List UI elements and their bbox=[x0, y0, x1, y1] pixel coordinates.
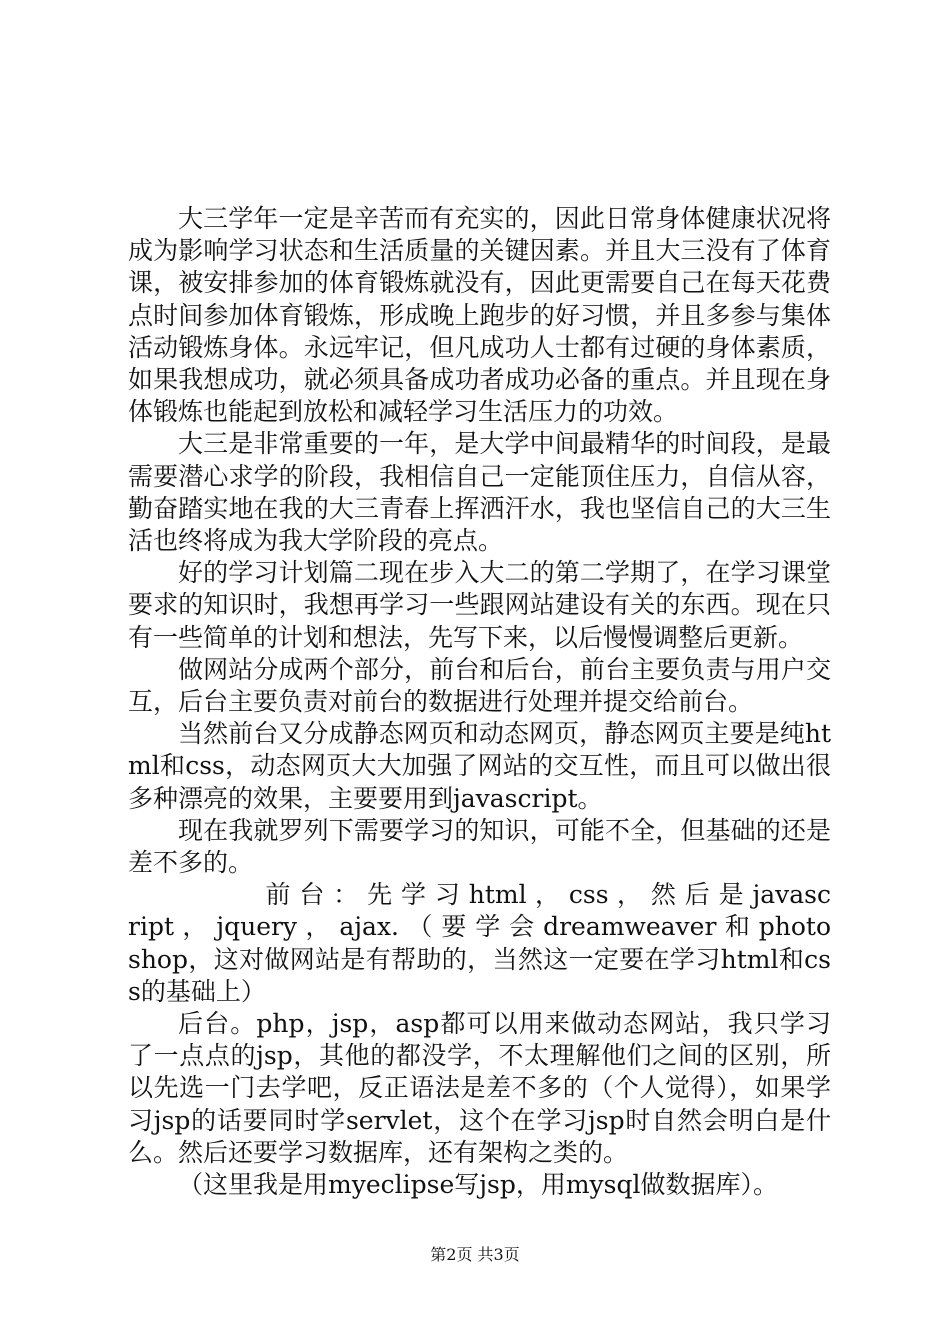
paragraph: 当然前台又分成静态网页和动态网页，静态网页主要是纯html和css，动态网页大大加强了网站的交互性，而且可以做出很多种漂亮的效果，主要要用到javascript。 bbox=[128, 719, 831, 813]
paragraph: 好的学习计划篇二现在步入大二的第二学期了，在学习课堂要求的知识时，我想再学习一些跟网站建设有关的东西。现在只有一些简单的计划和想法，先写下来，以后慢慢调整后更新。 bbox=[128, 558, 831, 652]
paragraph: 前 台 ： 先 学 习 html ， css ， 然 后 是 javascript ， jquery ， ajax. （ 要 学 会 dreamweaver 和 photoshop，这对做网站是有帮助的，当然这一定要在学习html和css的基础上） bbox=[128, 880, 831, 1006]
paragraph: 大三学年一定是辛苦而有充实的，因此日常身体健康状况将成为影响学习状态和生活质量的关键因素。并且大三没有了体育课，被安排参加的体育锻炼就没有，因此更需要自己在每天花费点时间参加体育锻炼，形成晚上跑步的好习惯，并且多参与集体活动锻炼身体。永远牢记，但凡成功人士都有过硬的身体素质，如果我想成功，就必须具备成功者成功必备的重点。并且现在身体锻炼也能起到放松和减轻学习生活压力的功效。 bbox=[128, 204, 831, 427]
paragraph: 做网站分成两个部分，前台和后台，前台主要负责与用户交互，后台主要负责对前台的数据进行处理并提交给前台。 bbox=[128, 654, 831, 717]
paragraph: 后台。php，jsp，asp都可以用来做动态网站，我只学习了一点点的jsp，其他的都没学，不太理解他们之间的区别，所以先选一门去学吧，反正语法是差不多的（个人觉得），如果学习jsp的话要同时学servlet，这个在学习jsp时自然会明白是什么。然后还要学习数据库，还有架构之类的。 bbox=[128, 1009, 831, 1167]
paragraph: 大三是非常重要的一年，是大学中间最精华的时间段，是最需要潜心求学的阶段，我相信自己一定能顶住压力，自信从容，勤奋踏实地在我的大三青春上挥洒汗水，我也坚信自己的大三生活也终将成为我大学阶段的亮点。 bbox=[128, 429, 831, 556]
paragraph: 现在我就罗列下需要学习的知识，可能不全，但基础的还是差不多的。 bbox=[128, 815, 831, 878]
document-body bbox=[128, 203, 831, 1201]
page-number-footer: 第2页 共3页 bbox=[430, 1245, 520, 1264]
paragraph: （这里我是用myeclipse写jsp，用mysql做数据库）。 bbox=[178, 1170, 778, 1200]
